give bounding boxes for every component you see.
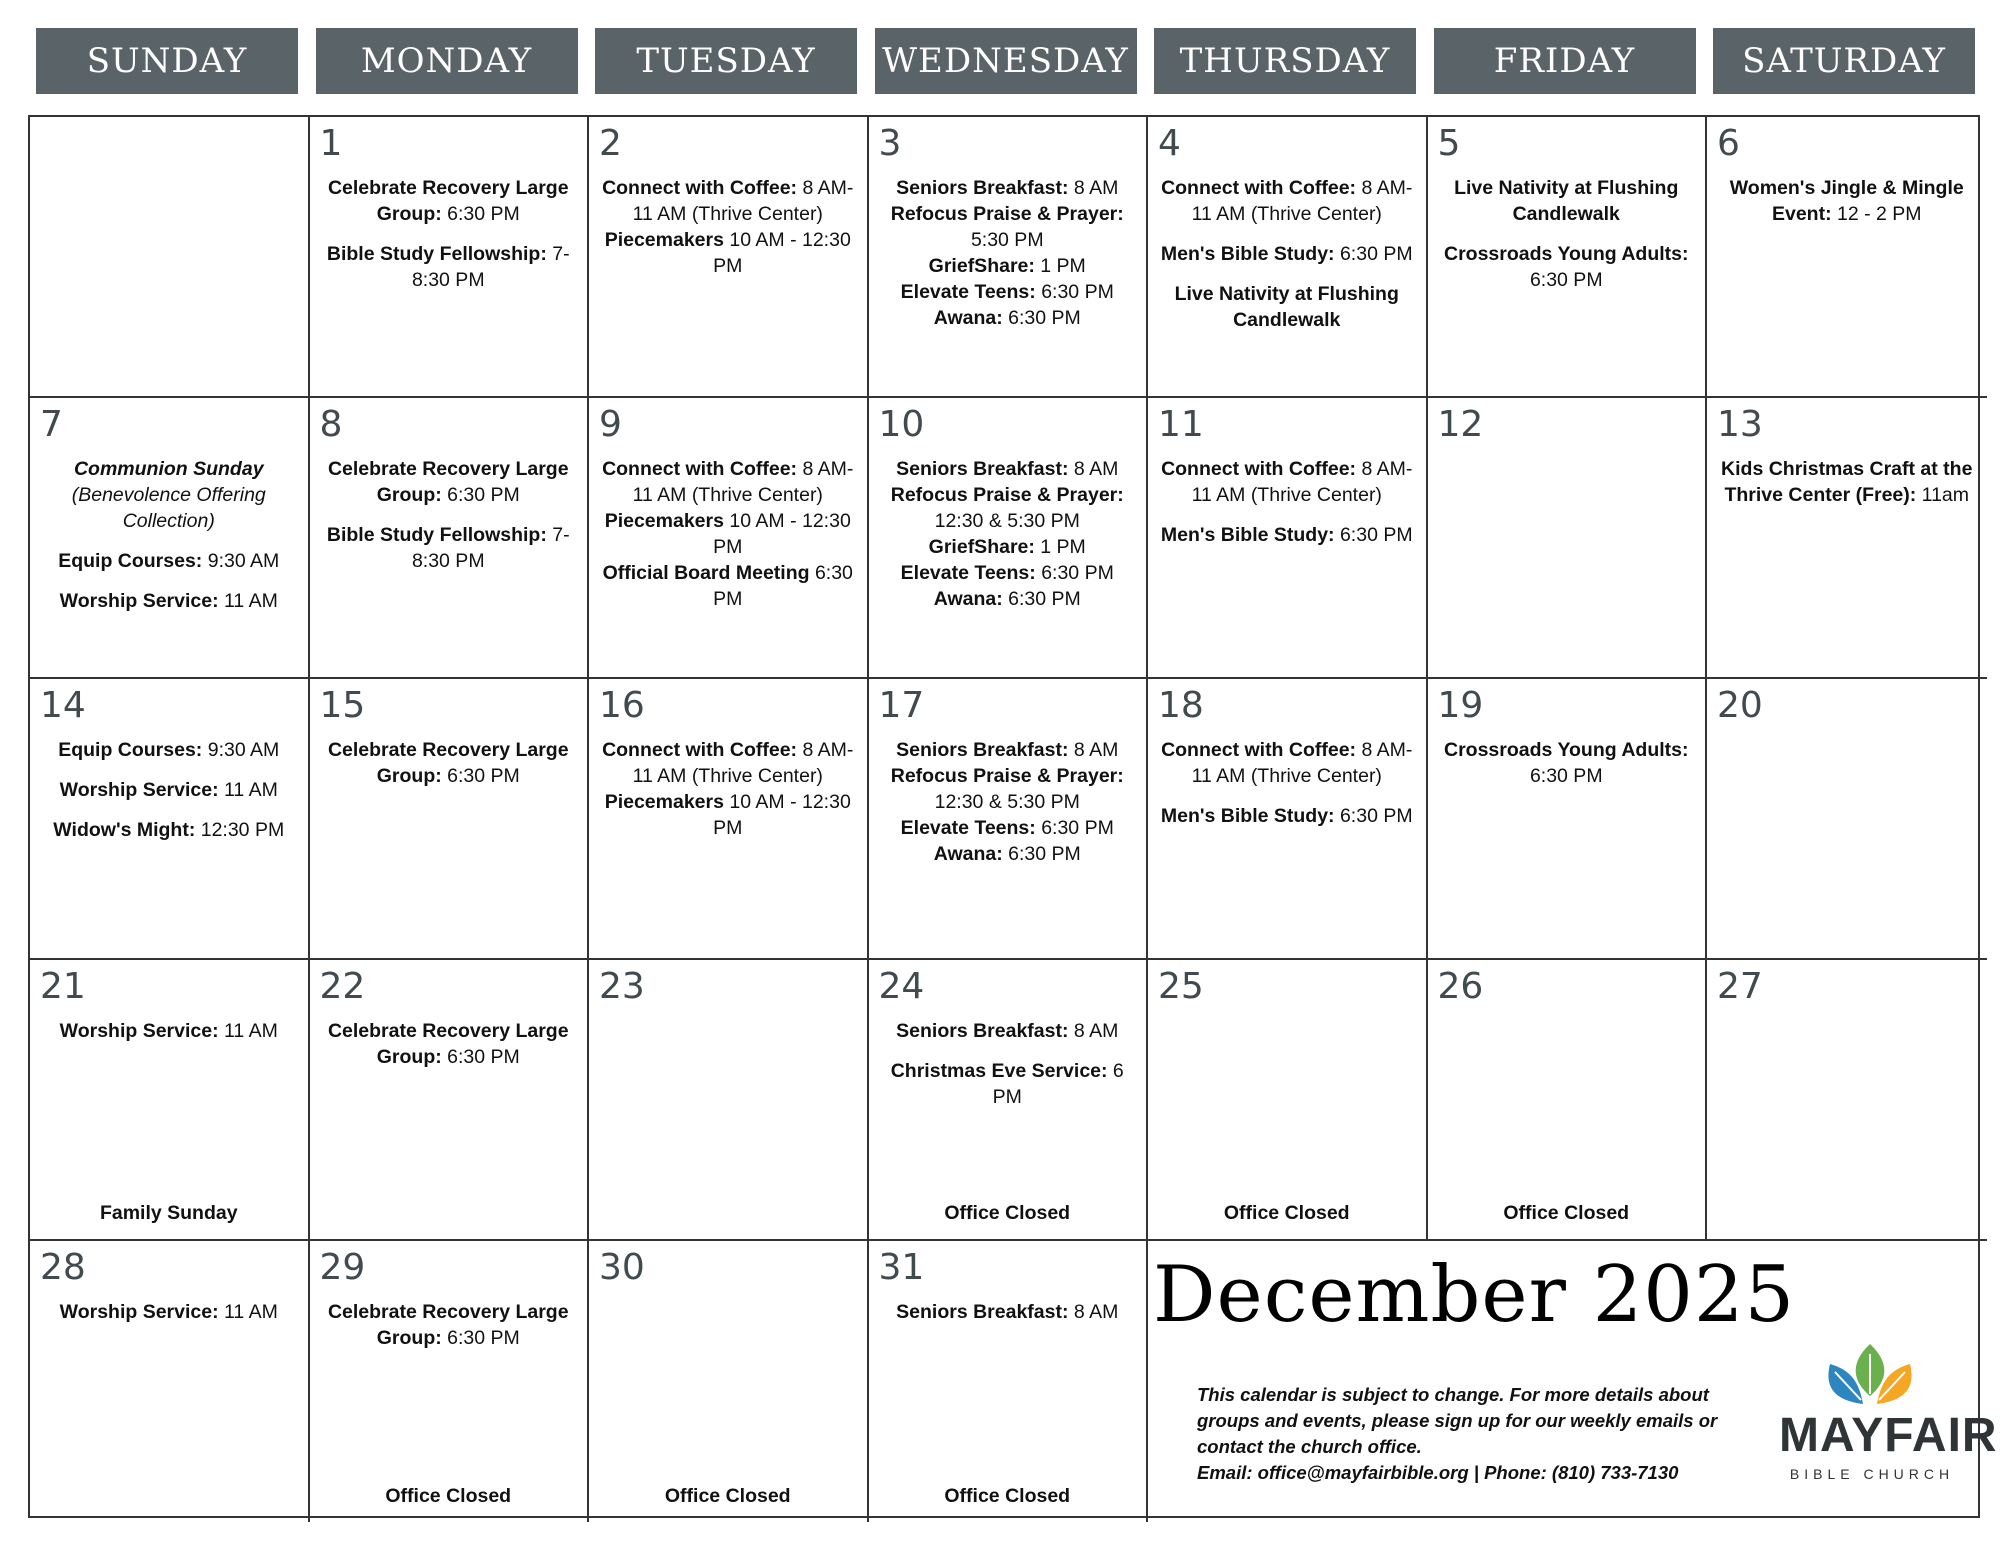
event-time: 8 AM [1068,177,1119,199]
event-title: Seniors Breakfast: [896,1020,1069,1042]
event-time: 6:30 PM [441,203,520,225]
day-number: 7 [40,404,63,445]
day-cell-19 [1428,679,1708,960]
event-list [36,456,302,628]
event-time: 6:30 PM [1529,765,1603,787]
event-item [316,1299,582,1351]
event-time: 11 AM [218,590,278,612]
day-number: 19 [1437,685,1484,726]
event-time: 6:30 PM [441,765,520,787]
event-title: Worship Service: [59,779,219,801]
event-title: Piecemakers [604,510,724,532]
event-time: 1 PM [1034,255,1086,277]
event-title: Connect with Coffee: [602,458,798,480]
day-cell-1 [310,117,590,398]
event-title: Awana: [933,588,1003,610]
day-number: 20 [1717,685,1763,726]
event-item [316,241,582,293]
event-title: Awana: [933,843,1003,865]
day-number: 26 [1437,966,1484,1007]
day-cell-27 [1707,960,1987,1241]
disclaimer-text: This calendar is subject to change. For more details about groups and events, please sign up for our weekly emails or contact the church office. [1197,1384,1718,1457]
day-cell-30 [589,1241,869,1522]
event-time: 8 AM [1068,1020,1119,1042]
event-item [595,737,861,789]
event-item [36,1018,302,1044]
event-item [1713,175,1981,227]
event-list [316,175,582,307]
event-time: 6:30 PM [441,1046,520,1068]
event-title: Connect with Coffee: [1161,739,1357,761]
event-item [875,1058,1141,1110]
weekday-header-thursday: THURSDAY [1154,28,1416,94]
event-item [1154,175,1420,227]
event-time: 6:30 PM [1035,281,1114,303]
event-item [1434,241,1700,293]
day-cell-14 [30,679,310,960]
event-time: 12 - 2 PM [1831,203,1922,225]
day-number: 14 [40,685,86,726]
event-item [875,1018,1141,1044]
event-title: Worship Service: [59,1020,219,1042]
event-list [595,737,861,855]
event-item [875,737,1141,763]
event-title: Awana: [933,307,1003,329]
day-cell-23 [589,960,869,1241]
event-list [1154,737,1420,843]
day-cell-5 [1428,117,1708,398]
event-title: Seniors Breakfast: [896,458,1069,480]
event-title: Refocus Praise & Prayer: [890,484,1124,506]
event-title: Kids Christmas Craft at the Thrive Center (Free): [1721,458,1973,506]
event-time: 7-8:30 PM [411,243,570,291]
event-title: Celebrate Recovery Large Group: [327,1301,569,1349]
day-cell-3 [869,117,1149,398]
day-number: 6 [1717,123,1740,164]
event-list [875,1018,1141,1124]
event-list [875,456,1141,626]
event-time: 8 AM [1068,458,1119,480]
day-cell-8 [310,398,590,679]
event-title: GriefShare: [928,255,1035,277]
event-title: Live Nativity at Flushing Candlewalk [1174,283,1399,331]
event-time: 8 AM-11 AM (Thrive Center) [1191,739,1413,787]
day-cell-6 [1707,117,1987,398]
event-list [1154,175,1420,347]
event-time: 7-8:30 PM [411,524,570,572]
day-cell-16 [589,679,869,960]
event-item [875,482,1141,534]
event-title: Bible Study Fellowship: [326,524,547,546]
event-title: Official Board Meeting [602,562,810,584]
event-time: 12:30 & 5:30 PM [934,791,1080,813]
day-number: 21 [40,966,86,1007]
day-cell-24 [869,960,1149,1241]
event-item [36,777,302,803]
day-cell-13 [1707,398,1987,679]
day-cell-empty [30,117,310,398]
event-item [1154,522,1420,548]
day-number: 18 [1158,685,1204,726]
event-title: Bible Study Fellowship: [326,243,547,265]
event-item [875,305,1141,331]
event-title: Widow's Might: [53,819,196,841]
event-title: Piecemakers [604,791,724,813]
event-list [595,175,861,293]
day-cell-29 [310,1241,590,1522]
event-item [595,227,861,279]
event-time: 1 PM [1034,536,1086,558]
day-number: 15 [319,685,366,726]
day-number: 24 [878,966,925,1007]
event-item [1434,175,1700,227]
event-list [1713,456,1981,522]
event-title: Equip Courses: [58,550,203,572]
event-item [595,175,861,227]
day-number: 9 [599,404,622,445]
event-time: 5:30 PM [970,229,1044,251]
day-number: 4 [1158,123,1181,164]
event-time: 11am [1916,484,1970,506]
day-cell-31 [869,1241,1149,1522]
event-item [316,1018,582,1070]
event-item [1154,281,1420,333]
event-item [316,175,582,227]
event-item [36,588,302,614]
event-title: Elevate Teens: [900,281,1036,303]
weekday-header-saturday: SATURDAY [1713,28,1975,94]
day-cell-20 [1707,679,1987,960]
event-list [316,456,582,588]
day-number: 25 [1158,966,1204,1007]
day-number: 17 [878,685,925,726]
day-cell-25 [1148,960,1428,1241]
weekday-header-sunday: SUNDAY [36,28,298,94]
event-item [1154,241,1420,267]
day-cell-17 [869,679,1149,960]
event-list [595,456,861,626]
event-item [1154,803,1420,829]
event-list [316,1299,582,1365]
event-list [875,1299,1141,1339]
event-note: (Benevolence Offering Collection) [71,484,266,532]
day-number: 29 [319,1247,366,1288]
event-title: Women's Jingle & Mingle Event: [1729,177,1964,225]
day-bottom-note: Office Closed [944,1202,1071,1224]
event-list [1434,175,1700,307]
event-title: Celebrate Recovery Large Group: [327,458,569,506]
event-item [875,586,1141,612]
event-title: GriefShare: [928,536,1035,558]
day-bottom-note: Office Closed [385,1485,512,1507]
event-time: 12:30 & 5:30 PM [934,510,1080,532]
day-bottom-note: Family Sunday [99,1202,238,1224]
weekday-header-friday: FRIDAY [1434,28,1696,94]
event-list [36,737,302,857]
day-bottom-note: Office Closed [1503,1202,1630,1224]
event-item [875,763,1141,815]
event-item [1154,456,1420,508]
event-item [316,522,582,574]
day-number: 12 [1437,404,1484,445]
day-cell-7 [30,398,310,679]
event-title: Seniors Breakfast: [896,739,1069,761]
event-title: Connect with Coffee: [1161,458,1357,480]
event-title: Elevate Teens: [900,562,1036,584]
day-number: 22 [319,966,366,1007]
event-time: 6:30 PM [1529,269,1603,291]
event-title: Celebrate Recovery Large Group: [327,177,569,225]
event-item [36,548,302,574]
day-number: 30 [599,1247,645,1288]
event-time: 6:30 PM [441,1327,520,1349]
event-title: Connect with Coffee: [1161,177,1357,199]
day-number: 13 [1717,404,1763,445]
event-time: 6:30 PM [1002,843,1081,865]
event-list [316,737,582,803]
event-list [316,1018,582,1084]
event-time: 6:30 PM [441,484,520,506]
day-cell-26 [1428,960,1708,1241]
event-title: Live Nativity at Flushing Candlewalk [1454,177,1679,225]
event-item [1713,456,1981,508]
day-cell-9 [589,398,869,679]
month-footer [1143,1238,1998,1516]
event-item [875,560,1141,586]
event-list [36,1299,302,1339]
event-item [316,456,582,508]
event-time: 11 AM [218,1020,278,1042]
event-item [875,175,1141,201]
event-title: Worship Service: [59,590,219,612]
day-number: 28 [40,1247,86,1288]
logo-subtitle: BIBLE CHURCH [1789,1466,1955,1482]
day-cell-4 [1148,117,1428,398]
event-title: Christmas Eve Service: [890,1060,1108,1082]
event-title: Connect with Coffee: [602,177,798,199]
event-list [875,175,1141,345]
event-title: Refocus Praise & Prayer: [890,765,1124,787]
event-time: 6 PM [992,1060,1124,1108]
event-item [595,560,861,612]
contact-info: Email: office@mayfairbible.org | Phone: (810) 733-7130 [1197,1462,1679,1483]
event-item [875,534,1141,560]
event-time: 6:30 PM [1035,562,1114,584]
day-cell-10 [869,398,1149,679]
event-item [36,1299,302,1325]
day-number: 10 [878,404,925,445]
event-time: 9:30 AM [202,550,280,572]
day-number: 27 [1717,966,1763,1007]
weekday-header-wednesday: WEDNESDAY [875,28,1137,94]
event-title: Worship Service: [59,1301,219,1323]
event-item [1434,737,1700,789]
event-item [316,737,582,789]
event-item [875,279,1141,305]
event-item [36,737,302,763]
event-item [595,456,861,508]
event-time: 6:30 PM [1334,524,1413,546]
event-time: 12:30 PM [195,819,285,841]
day-cell-22 [310,960,590,1241]
weekday-header-tuesday: TUESDAY [595,28,857,94]
day-cell-11 [1148,398,1428,679]
event-title: Men's Bible Study: [1160,805,1335,827]
event-time: 6:30 PM [1035,817,1114,839]
weekday-header-monday: MONDAY [316,28,578,94]
event-list [36,1018,302,1058]
event-time: 9:30 AM [202,739,280,761]
event-title: Men's Bible Study: [1160,524,1335,546]
day-number: 23 [599,966,645,1007]
day-cell-15 [310,679,590,960]
event-title: Men's Bible Study: [1160,243,1335,265]
event-time: 8 AM-11 AM (Thrive Center) [1191,177,1413,225]
event-item [875,815,1141,841]
event-title: Celebrate Recovery Large Group: [327,1020,569,1068]
month-title: December 2025 [1153,1250,1796,1340]
event-item [875,253,1141,279]
event-list [1154,456,1420,562]
day-cell-2 [589,117,869,398]
event-time: 10 AM - 12:30 PM [713,510,851,558]
event-time: 10 AM - 12:30 PM [713,791,851,839]
logo-name: MAYFAIR [1779,1409,1998,1462]
event-time: 8 AM [1068,1301,1119,1323]
event-time: 6:30 PM [1002,307,1081,329]
day-bottom-note: Office Closed [1223,1202,1350,1224]
event-item [875,1299,1141,1325]
day-cell-12 [1428,398,1708,679]
day-number: 5 [1437,123,1461,164]
event-time: 8 AM-11 AM (Thrive Center) [632,739,854,787]
day-number: 8 [319,404,343,445]
event-item [875,456,1141,482]
event-title: Elevate Teens: [900,817,1036,839]
event-title: Refocus Praise & Prayer: [890,203,1124,225]
event-item [595,789,861,841]
event-title: Seniors Breakfast: [896,1301,1069,1323]
event-item [875,841,1141,867]
day-number: 1 [319,123,343,164]
event-title: Communion Sunday [73,458,264,480]
event-time: 8 AM [1068,739,1119,761]
event-time: 6:30 PM [1002,588,1081,610]
day-bottom-note: Office Closed [944,1485,1071,1507]
event-time: 8 AM-11 AM (Thrive Center) [632,177,854,225]
event-time: 10 AM - 12:30 PM [713,229,851,277]
event-title: Crossroads Young Adults: [1444,739,1689,761]
day-bottom-note: Office Closed [664,1485,791,1507]
event-item [36,817,302,843]
event-item [1154,737,1420,789]
day-number: 16 [599,685,645,726]
event-item [875,201,1141,253]
event-time: 11 AM [218,779,278,801]
event-title: Crossroads Young Adults: [1444,243,1689,265]
event-title: Seniors Breakfast: [896,177,1069,199]
day-number: 31 [878,1247,925,1288]
event-item [595,508,861,560]
disclaimer [1197,1382,1757,1486]
weekday-header-row [36,28,1976,94]
day-number: 2 [599,123,622,164]
day-cell-18 [1148,679,1428,960]
event-title: Connect with Coffee: [602,739,798,761]
event-list [1434,737,1700,803]
event-time: 8 AM-11 AM (Thrive Center) [1191,458,1413,506]
event-title: Celebrate Recovery Large Group: [327,739,569,787]
event-time: 6:30 PM [1334,805,1413,827]
event-item [36,456,302,534]
event-title: Equip Courses: [58,739,203,761]
event-time: 6:30 PM [1334,243,1413,265]
day-number: 3 [878,123,902,164]
event-time: 11 AM [218,1301,278,1323]
event-title: Piecemakers [604,229,724,251]
day-cell-28 [30,1241,310,1522]
day-number: 11 [1158,404,1204,445]
event-time: 6:30 PM [713,562,853,610]
day-cell-21 [30,960,310,1241]
event-list [875,737,1141,881]
event-list [1713,175,1981,241]
event-time: 8 AM-11 AM (Thrive Center) [632,458,854,506]
